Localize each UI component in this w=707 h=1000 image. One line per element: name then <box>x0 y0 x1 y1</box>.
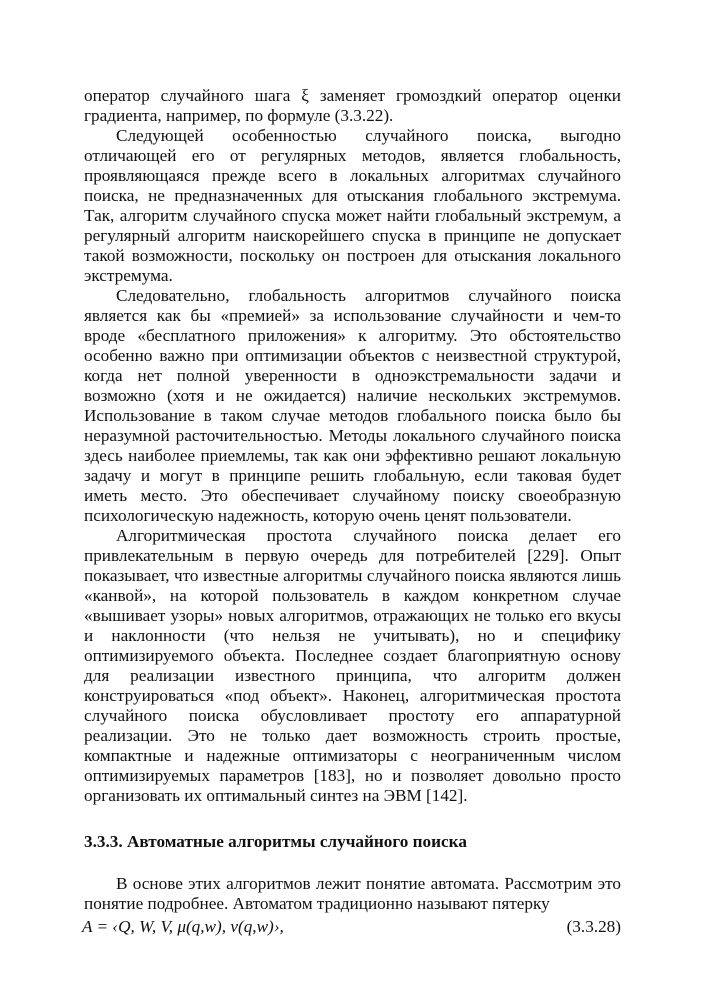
paragraph-2: Следующей особенностью случайного поиска, выгодно отличающей его от регулярных методов, является глобальность, проявляющаяся прежде всего в локальных алгоритмах случайного поиска, не предназначенных для отыскания глобального экстремума. Так, алгоритм случайного спуска может найти глобальный экстремум, а регулярный алгоритм наискорейшего спуска в принципе не допускает такой возможности, поскольку он построен для отыскания локального экстремума. <box>84 126 621 285</box>
page-body <box>84 86 621 939</box>
paragraph-1: оператор случайного шага ξ заменяет громоздкий оператор оценки градиента, например, по формуле (3.3.22). <box>84 86 621 125</box>
formula-line <box>84 917 621 939</box>
paragraph-3: Следовательно, глобальность алгоритмов случайного поиска является как бы «премией» за использование случайности и чем-то вроде «бесплатного приложения» к алгоритму. Это обстоятельство особенно важно при оптимизации объектов с неизвестной структурой, когда нет полной уверенности в одноэкстремальности задачи и возможно (хотя и не ожидается) наличие нескольких экстремумов. Использование в таком случае методов глобального поиска было бы неразумной расточительностью. Методы локального случайного поиска здесь наиболее приемлемы, так как они эффективно решают локальную задачу и могут в принципе решить глобальную, если таковая будет иметь место. Это обеспечивает случайному поиску своеобразную психологическую надежность, которую очень ценят пользователи. <box>84 286 621 525</box>
formula-expression: A = ‹Q, W, V, μ(q,w), ν(q,w)›, <box>82 917 284 936</box>
section-heading: 3.3.3. Автоматные алгоритмы случайного поиска <box>84 832 467 851</box>
paragraph-4: Алгоритмическая простота случайного поиска делает его привлекательным в первую очередь для потребителей [229]. Опыт показывает, что известные алгоритмы случайного поиска являются лишь «канвой», на которой пользователь в каждом конкретном случае «вышивает узоры» новых алгоритмов, отражающих не только его вкусы и наклонности (что нельзя не учитывать), но и специфику оптимизируемого объекта. Последнее создает благоприятную основу для реализации известного принципа, что алгоритм должен конструироваться «под объект». Наконец, алгоритмическая простота случайного поиска обусловливает простоту его аппаратурной реализации. Это не только дает возможность строить простые, компактные и надежные оптимизаторы с неограниченным числом оптимизируемых параметров [183], но и позволяет довольно просто организовать их оптимальный синтез на ЭВМ [142]. <box>84 526 621 805</box>
formula-number: (3.3.28) <box>566 917 621 936</box>
section-intro: В основе этих алгоритмов лежит понятие автомата. Рассмотрим это понятие подробнее. Автоматом традиционно называют пятерку <box>84 874 621 913</box>
